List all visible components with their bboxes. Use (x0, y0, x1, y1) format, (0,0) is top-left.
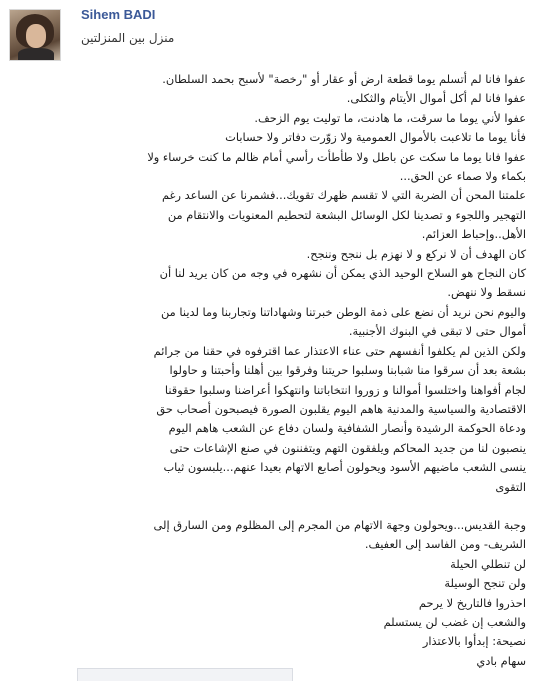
post-text-line: كان الهدف أن لا نركع و لا نهزم بل ننجح وننجح. (306, 246, 526, 261)
comment-box[interactable] (77, 668, 293, 681)
post-text-line: واليوم نحن نريد أن نضع على ذمة الوطن خبرتنا وشهاداتنا وتجاربنا وما لدينا من (161, 304, 526, 319)
post-text-line: ينسى الشعب ماضيهم الأسود ويحولون أصابع الاتهام بعيدا عنهم...يلبسون ثياب (163, 460, 526, 475)
post-text-line: عفوا لأني يوما ما سرقت، ما هادنت، ما توليت يوم الزحف. (254, 110, 526, 125)
post-text-line: كان النجاح هو السلاح الوحيد الذي يمكن أن نشهره في وجه من كان يريد لنا أن (159, 266, 526, 281)
post-text-line: نصيحة: إبدأوا بالاعتذار (422, 634, 526, 649)
post-text-line: بكماء ولا صماء عن الحق... (399, 169, 526, 184)
post-text-line: عفوا فانا يوما ما سكت عن باطل ولا طأطأت رأسي أمام ظالم ما كنت خرساء ولا (147, 149, 526, 164)
post-text-line: احذروا فالتاريخ لا يرحم (418, 595, 526, 610)
profile-avatar[interactable] (9, 9, 61, 61)
post-text-line: الأهل..وإحباط العزائم. (421, 227, 526, 242)
post-text-line: عفوا فانا لم أتسلم يوما قطعة ارض أو عقار أو "رخصة" لأسبح بحمد السلطان. (162, 72, 526, 86)
post-text-line: ودعاة الحوكمة الرشيدة وأنصار الشفافية ولسان دفاع عن الشعب هاهم اليوم (168, 421, 526, 436)
post-text-line: التهجير واللجوء و تصدينا لكل الوسائل البشعة لتحطيم المعنويات والانتقام من (167, 207, 526, 222)
post-text-line: الشريف- ومن الفاسد إلى العفيف. (364, 537, 526, 552)
post-text-line: وجبة القديس...ويحولون وجهة الاتهام من المجرم إلى المظلوم ومن السارق إلى (153, 517, 526, 532)
post-text-line: بشعة بعد أن سرقوا منا شبابنا وسلبوا حريتنا وفرقوا بين أهلنا وأحبتنا و حاولوا (169, 363, 526, 378)
post-text-line: ولن تنجح الوسيلة (444, 576, 526, 591)
post-text-line: والشعب إن غضب لن يستسلم (383, 614, 526, 629)
post-text-line: فأنا يوما ما تلاعبت بالأموال العمومية ولا زوّرت دفاتر ولا حسابات (225, 130, 526, 145)
profile-name-link[interactable]: Sihem BADI (81, 7, 156, 22)
post-text-line: أموال حتى لا تبقى في البنوك الأجنبية. (348, 324, 526, 339)
post-text-line: سهام بادي (476, 653, 526, 668)
avatar-face (26, 24, 46, 48)
post-text-line: لجام أفواهنا واختلسوا أموالنا و زوروا انتخاباتنا وانتهكوا أعراضنا وسلبوا حقوقنا (164, 382, 526, 397)
post-text-line: نسقط ولا ننهض. (447, 285, 526, 300)
profile-status-text: منزل بين المنزلتين (81, 31, 175, 45)
post-text-line: الاقتصادية والسياسية والمدنية هاهم اليوم يقلبون الصورة فيصبحون أصحاب حق (156, 401, 526, 416)
post-text-line: لن تنطلي الحيلة (450, 556, 526, 571)
post-body (62, 70, 526, 671)
post-text-line: التقوى (495, 479, 526, 494)
post-text-line: ولكن الذين لم يكلفوا أنفسهم حتى عناء الاعتذار عما اقترفوه في حقنا من جرائم (153, 343, 526, 358)
post-blank-line (62, 497, 526, 516)
post-text-line: عفوا فانا لم أكل أموال الأيتام والثكلى. (346, 91, 526, 106)
post-text-line: ينصبون لنا من جديد المحاكم ويلفقون التهم ويتفننون في صنع الإشاعات حتى (169, 440, 526, 455)
post-text-line: علمتنا المحن أن الضربة التي لا تقسم ظهرك تقويك...فشمرنا عن الساعد رغم (161, 188, 526, 203)
avatar-shoulders (18, 48, 54, 61)
